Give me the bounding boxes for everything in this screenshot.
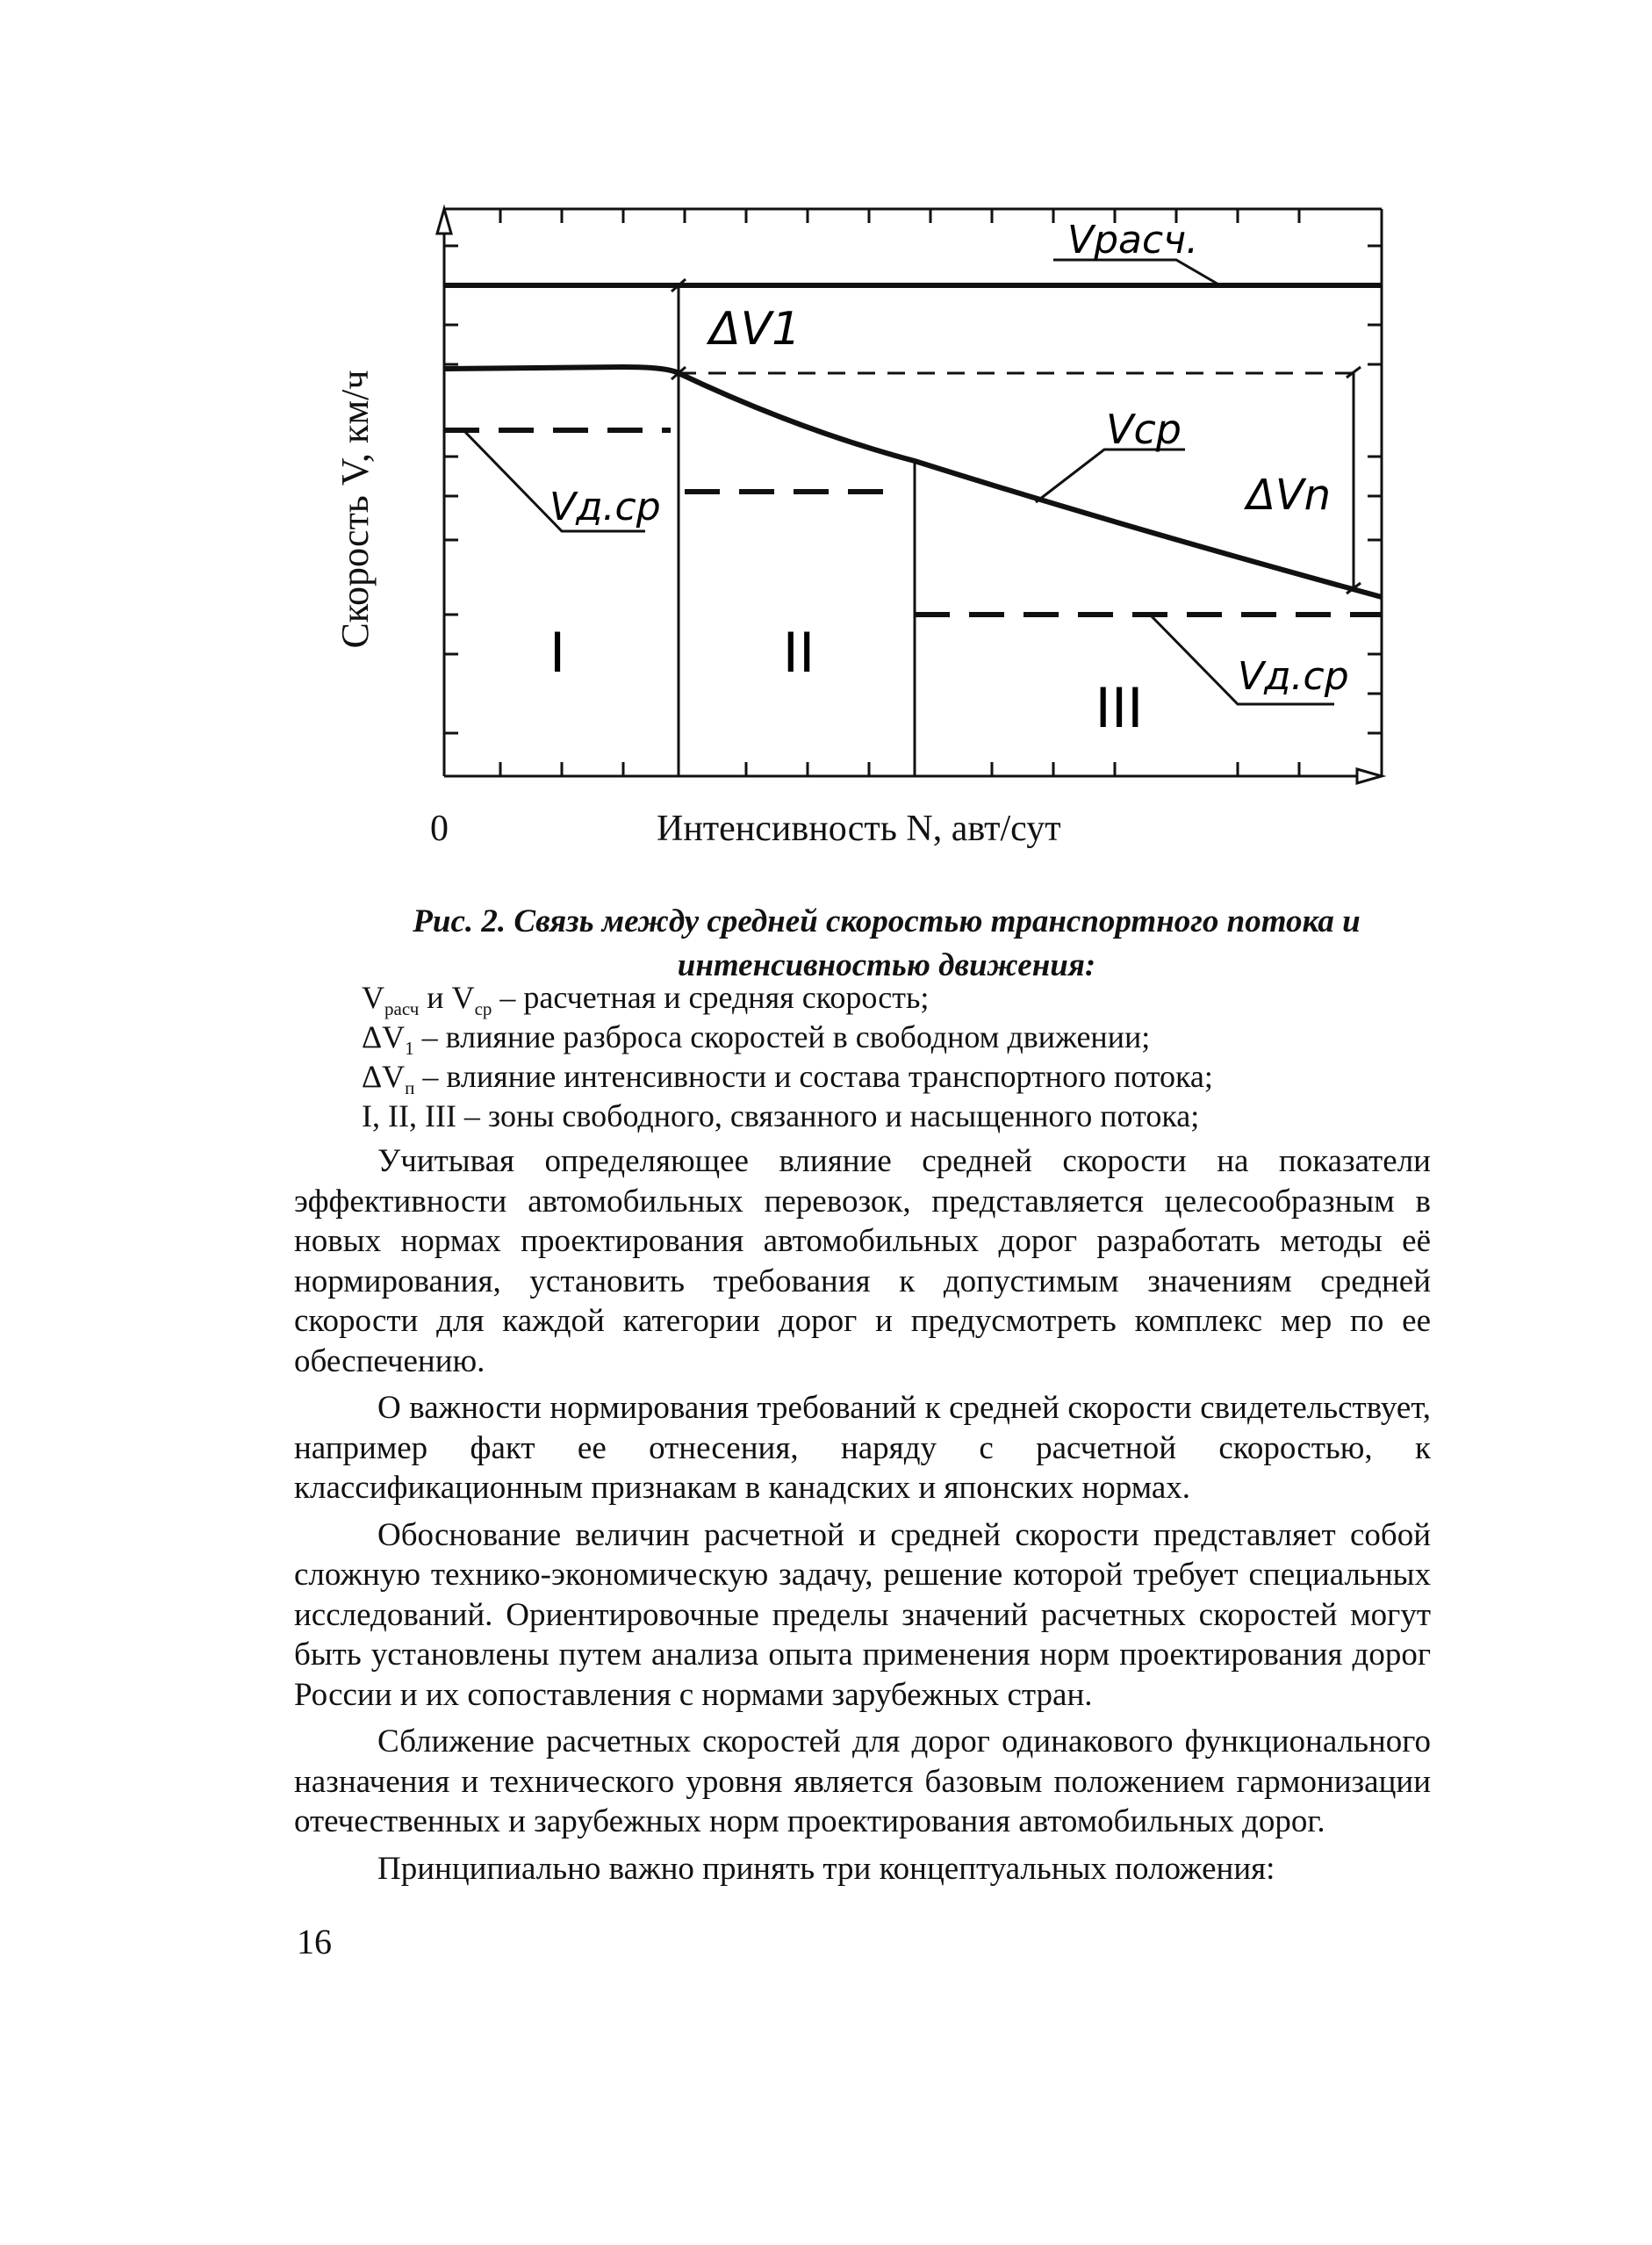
zone-label-2: II (782, 619, 815, 684)
y-axis-label: Скорость V, км/ч (334, 370, 377, 649)
speed-intensity-figure (334, 193, 1440, 878)
paragraph-5: Принципиально важно принять три концептуальных положения: (377, 1850, 1275, 1887)
legend-line-3: $\Delta V_п$ – влияние интенсивности и состава транспортного потока; (362, 1059, 1213, 1099)
label-vdsr-left: Vд.ср (549, 485, 661, 529)
paragraph-3: Обоснование величин расчетной и средней скорости представляет собой сложную технико-экономическую задачу, решение которой требует специальных исследований. Ориентировочные пределы значений расчетных скоростей могут быть установлены путем анализа опыта применения норм проектирования дорог России и их сопоставления с нормами зарубежных стран. (294, 1516, 1431, 1713)
zone-label-1: I (549, 619, 566, 684)
figure-caption (316, 900, 1457, 988)
legend-line-4: I, II, III – зоны свободного, связанного и насыщенного потока; (362, 1098, 1200, 1133)
x-axis-origin: 0 (430, 809, 449, 849)
legend-line-1: $V_{расч}$ и $V_{ср}$ – расчетная и средняя скорость; (362, 980, 930, 1020)
leader-vsr (1036, 450, 1185, 502)
legend-line-2: $\Delta V_1$ – влияние разброса скоростей в свободном движении; (362, 1019, 1151, 1060)
label-vdsr-right: Vд.ср (1238, 654, 1349, 699)
leader-vrasch (1053, 260, 1220, 285)
caption-line-1: Рис. 2. Связь между средней скоростью транспортного потока и (413, 903, 1361, 939)
label-dvn: ΔVn (1246, 471, 1332, 520)
caption-line-2: интенсивностью движения: (677, 947, 1096, 983)
paragraph-4: Сближение расчетных скоростей для дорог одинакового функционального назначения и технического уровня является базовым положением гармонизации отечественных и зарубежных норм проектирования автомобильных дорог. (294, 1723, 1431, 1839)
label-vrasch: Vрасч. (1067, 218, 1199, 263)
body-text (294, 1141, 1431, 1896)
paragraph-2: О важности нормирования требований к средней скорости свидетельствует, например факт ее отнесения, наряду с расчетной скоростью, к классификационным признакам в канадских и японских нормах. (294, 1390, 1431, 1506)
label-vsr: Vср (1106, 406, 1182, 453)
zone-label-3: III (1095, 674, 1144, 739)
paragraph-1: Учитывая определяющее влияние средней скорости на показатели эффективности автомобильных перевозок, представляется целесообразным в новых нормах проектирования автомобильных дорог разработать методы её нормирования, установить требования к допустимым значениям средней скорости для каждой категории дорог и предусмотреть комплекс мер по ее обеспечению. (294, 1143, 1431, 1379)
x-axis-label: Интенсивность N, авт/сут (657, 809, 1061, 849)
page-number: 16 (297, 1922, 332, 1961)
vsr-curve (444, 367, 1382, 597)
label-dv1: ΔV1 (709, 303, 801, 356)
